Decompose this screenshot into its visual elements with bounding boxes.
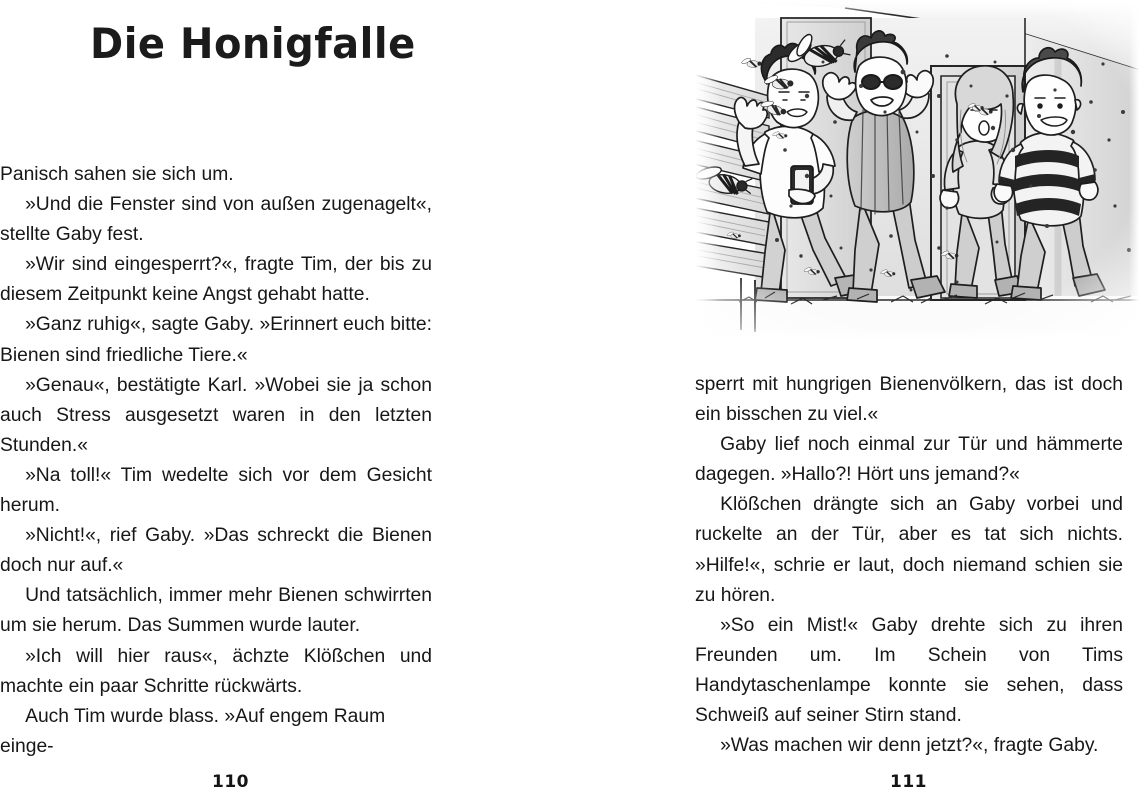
paragraph: Panisch sahen sie sich um. bbox=[0, 164, 234, 185]
paragraph: »Nicht!«, rief Gaby. »Das schreckt die Bienen doch nur auf.« bbox=[0, 525, 432, 577]
chapter-title: Die Honigfalle bbox=[90, 20, 416, 69]
paragraph: »So ein Mist!« Gaby drehte sich zu ihren Freunden um. Im Schein von Tims Handytaschenlampe konnte sie sehen, dass Schweiß auf seiner Stirn stand. bbox=[695, 614, 1123, 727]
chapter-illustration bbox=[695, 0, 1139, 340]
left-column-body-text bbox=[0, 160, 432, 762]
paragraph: Gaby lief noch einmal zur Tür und hämmerte dagegen. »Hallo?! Hört uns jemand?« bbox=[695, 434, 1123, 486]
paragraph: Auch Tim wurde blass. »Auf engem Raum einge- bbox=[0, 705, 386, 757]
paragraph: »Ich will hier raus«, ächzte Klößchen und machte ein paar Schritte rückwärts. bbox=[0, 645, 432, 697]
paragraph: »Was machen wir denn jetzt?«, fragte Gaby. bbox=[720, 735, 1099, 757]
paragraph: sperrt mit hungrigen Bienenvölkern, das ist doch ein bisschen zu viel.« bbox=[695, 374, 1123, 426]
paragraph: »Na toll!« Tim wedelte sich vor dem Gesicht herum. bbox=[0, 464, 432, 517]
paragraph: Klößchen drängte sich an Gaby vorbei und ruckelte an der Tür, aber es tat sich nichts. »Hilfe!«, schrie er laut, doch niemand schien sie zu hören. bbox=[695, 494, 1123, 606]
page-number-right: 111 bbox=[890, 772, 927, 792]
paragraph: »Genau«, bestätigte Karl. »Wobei sie ja schon auch Stress ausgesetzt waren in den letzten Stunden.« bbox=[0, 374, 432, 456]
left-page bbox=[0, 0, 500, 800]
paragraph: »Wir sind eingesperrt?«, fragte Tim, der bis zu diesem Zeitpunkt keine Angst gehabt hatte. bbox=[0, 254, 432, 306]
paragraph: Und tatsächlich, immer mehr Bienen schwirrten um sie herum. Das Summen wurde lauter. bbox=[0, 585, 432, 637]
page-number-left: 110 bbox=[212, 772, 249, 792]
paragraph: »Ganz ruhig«, sagte Gaby. »Erinnert euch bitte: Bienen sind friedliche Tiere.« bbox=[0, 314, 433, 366]
right-column-body-text bbox=[695, 370, 1123, 761]
paragraph: »Und die Fenster sind von außen zugenagelt«, stellte Gaby fest. bbox=[0, 194, 432, 246]
